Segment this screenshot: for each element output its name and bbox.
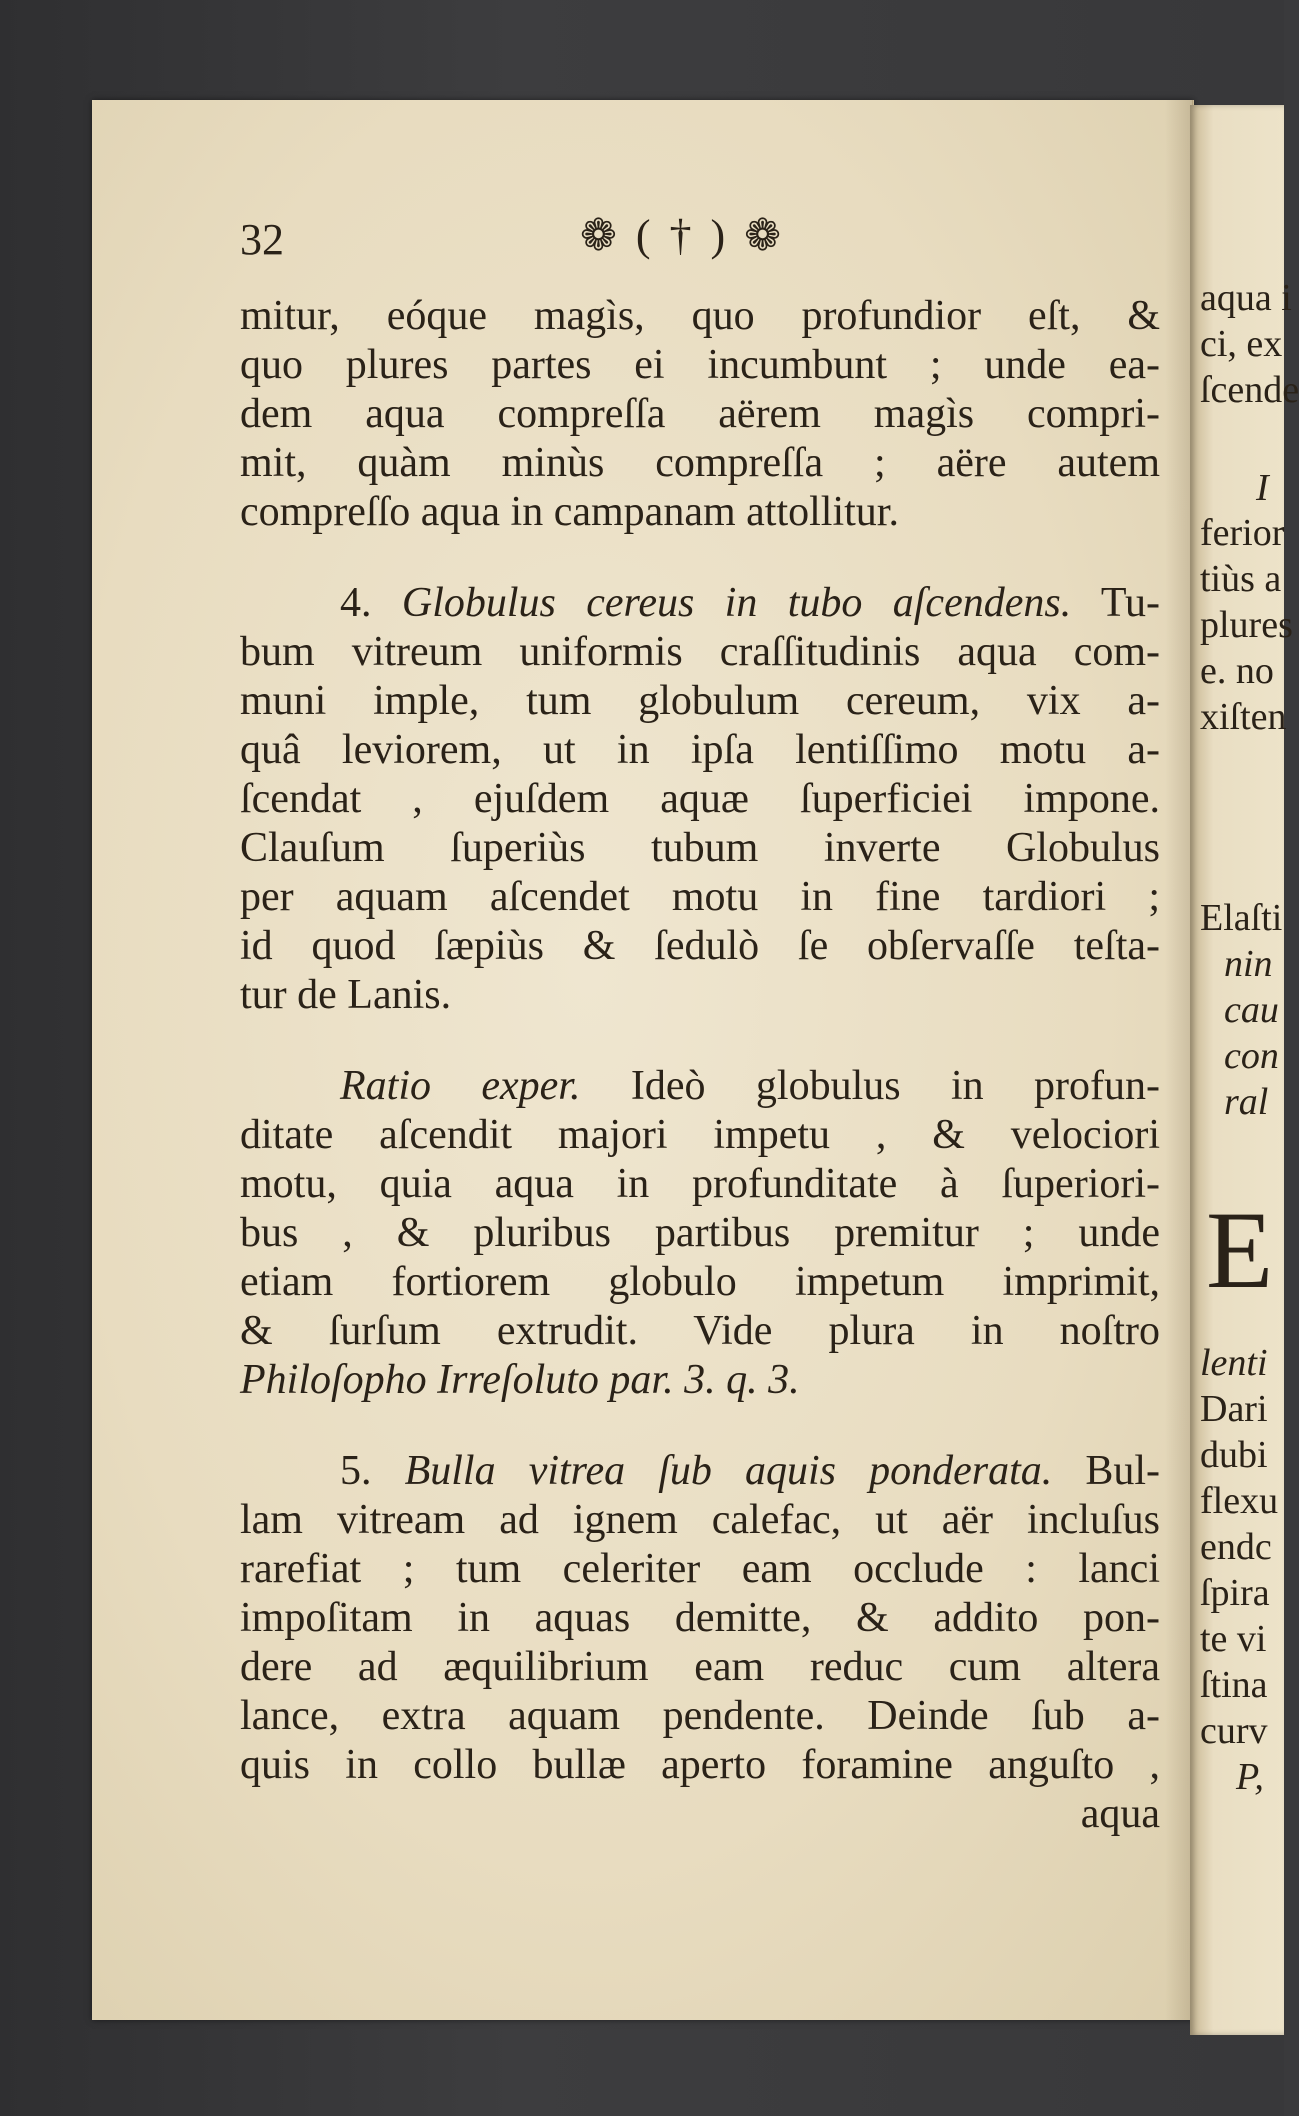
- text-line: lam vitream ad ignem calefac, ut aër incluſus: [240, 1497, 1160, 1543]
- fragment-line: flexu: [1200, 1480, 1279, 1522]
- body-text: [240, 292, 1160, 1839]
- fragment-line: nin: [1224, 943, 1273, 985]
- adjacent-fragment-head: [1256, 465, 1269, 511]
- reference-line: Philoſopho Irreſoluto par. 3. q. 3.: [240, 1357, 800, 1403]
- fragment-line: plures: [1200, 604, 1293, 646]
- text-fragment: Tu-: [1100, 580, 1160, 626]
- fragment-line: P,: [1236, 1756, 1264, 1798]
- paragraph-2: [240, 579, 1160, 1020]
- text-fragment: Ideò globulus in profun-: [630, 1063, 1160, 1109]
- text-line: quâ leviorem, ut in ipſa lentiſſimo motu a-: [240, 727, 1160, 773]
- text-line: quo plures partes ei incumbunt ; unde ea-: [240, 342, 1160, 388]
- fragment-line: lenti: [1200, 1342, 1268, 1384]
- text-line: muni imple, tum globulum cereum, vix a-: [240, 678, 1160, 724]
- text-line: bus , & pluribus partibus premitur ; unde: [240, 1210, 1160, 1256]
- section-heading-line: [240, 1447, 1160, 1496]
- text-line: impoſitam in aquas demitte, & addito pon-: [240, 1595, 1160, 1641]
- text-line: per aquam aſcendet motu in fine tardiori ;: [240, 874, 1160, 920]
- text-line: & ſurſum extrudit. Vide plura in noſtro: [240, 1308, 1160, 1354]
- text-fragment: Bul-: [1085, 1448, 1161, 1494]
- paragraph-3: [240, 1062, 1160, 1405]
- text-line: bum vitreum uniformis craſſitudinis aqua com-: [240, 629, 1160, 675]
- fragment-line: ral: [1224, 1081, 1269, 1123]
- text-line: mit, quàm minùs compreſſa ; aëre autem: [240, 440, 1160, 486]
- fragment-line: te vi: [1200, 1618, 1267, 1660]
- fragment-line: dubi: [1200, 1434, 1268, 1476]
- fragment-line: ſpira: [1200, 1572, 1270, 1614]
- fragment-line: aqua i: [1200, 277, 1292, 319]
- header-ornament: ❁ ( † ) ❁: [580, 211, 786, 260]
- catchword: aqua: [1080, 1791, 1160, 1837]
- fragment-line: ſtina: [1200, 1664, 1268, 1706]
- text-line: lance, extra aquam pendente. Deinde ſub a-: [240, 1693, 1160, 1739]
- adjacent-fragment-lower: [1200, 895, 1282, 1125]
- page-header: [240, 202, 840, 272]
- section-title: Globulus cereus in tubo aſcendens.: [401, 580, 1072, 626]
- text-line: dem aqua compreſſa aërem magìs compri-: [240, 391, 1160, 437]
- fragment-line: ci, ex: [1200, 323, 1283, 365]
- fragment-line: ſcende: [1200, 369, 1299, 411]
- paragraph-4: [240, 1447, 1160, 1839]
- text-line: ditate aſcendit majori impetu , & velociori: [240, 1112, 1160, 1158]
- fragment-line: curv: [1200, 1710, 1268, 1752]
- text-line: compreſſo aqua in campanam attollitur.: [240, 489, 899, 535]
- fragment-line: con: [1224, 1035, 1279, 1077]
- drop-cap: E: [1206, 1189, 1274, 1311]
- text-line: id quod ſæpiùs & ſedulò ſe obſervaſſe teſta-: [240, 923, 1160, 969]
- adjacent-page: [1190, 105, 1299, 2035]
- text-line: ſcendat , ejuſdem aquæ ſuperficiei impone.: [240, 776, 1160, 822]
- section-number: 5.: [340, 1448, 372, 1494]
- section-title: Bulla vitrea ſub aquis ponderata.: [404, 1448, 1053, 1494]
- fragment-line: tiùs a: [1200, 558, 1282, 600]
- fragment-line: I: [1256, 467, 1269, 509]
- text-line: mitur, eóque magìs, quo profundior eſt, &: [240, 293, 1160, 339]
- text-line: quis in collo bullæ aperto foramine anguſto ,: [240, 1742, 1160, 1788]
- section-title: Ratio exper.: [340, 1063, 581, 1109]
- adjacent-fragment-top: [1200, 275, 1299, 413]
- adjacent-fragment-bottom: [1200, 1340, 1278, 1800]
- paragraph-1: [240, 292, 1160, 537]
- gutter-shadow: [1165, 100, 1193, 2020]
- page-number: 32: [240, 215, 284, 264]
- fragment-line: Dari: [1200, 1388, 1268, 1430]
- fragment-line: Elaſti: [1200, 897, 1283, 939]
- text-line: dere ad æquilibrium eam reduc cum altera: [240, 1644, 1160, 1690]
- text-line: motu, quia aqua in profunditate à ſuperiori-: [240, 1161, 1160, 1207]
- adjacent-fragment-mid: [1200, 510, 1293, 740]
- text-line: rarefiat ; tum celeriter eam occlude : lanci: [240, 1546, 1160, 1592]
- text-line: tur de Lanis.: [240, 972, 452, 1018]
- section-number: 4.: [340, 580, 372, 626]
- text-line: etiam fortiorem globulo impetum imprimit,: [240, 1259, 1160, 1305]
- fragment-line: xiſten: [1200, 696, 1287, 738]
- fragment-line: cau: [1224, 989, 1279, 1031]
- section-heading-line: [240, 579, 1160, 628]
- fragment-line: endc: [1200, 1526, 1272, 1568]
- section-heading-line: [240, 1062, 1160, 1111]
- fragment-line: e. no: [1200, 650, 1274, 692]
- text-line: Clauſum ſuperiùs tubum inverte Globulus: [240, 825, 1160, 871]
- fragment-line: ferior: [1200, 512, 1285, 554]
